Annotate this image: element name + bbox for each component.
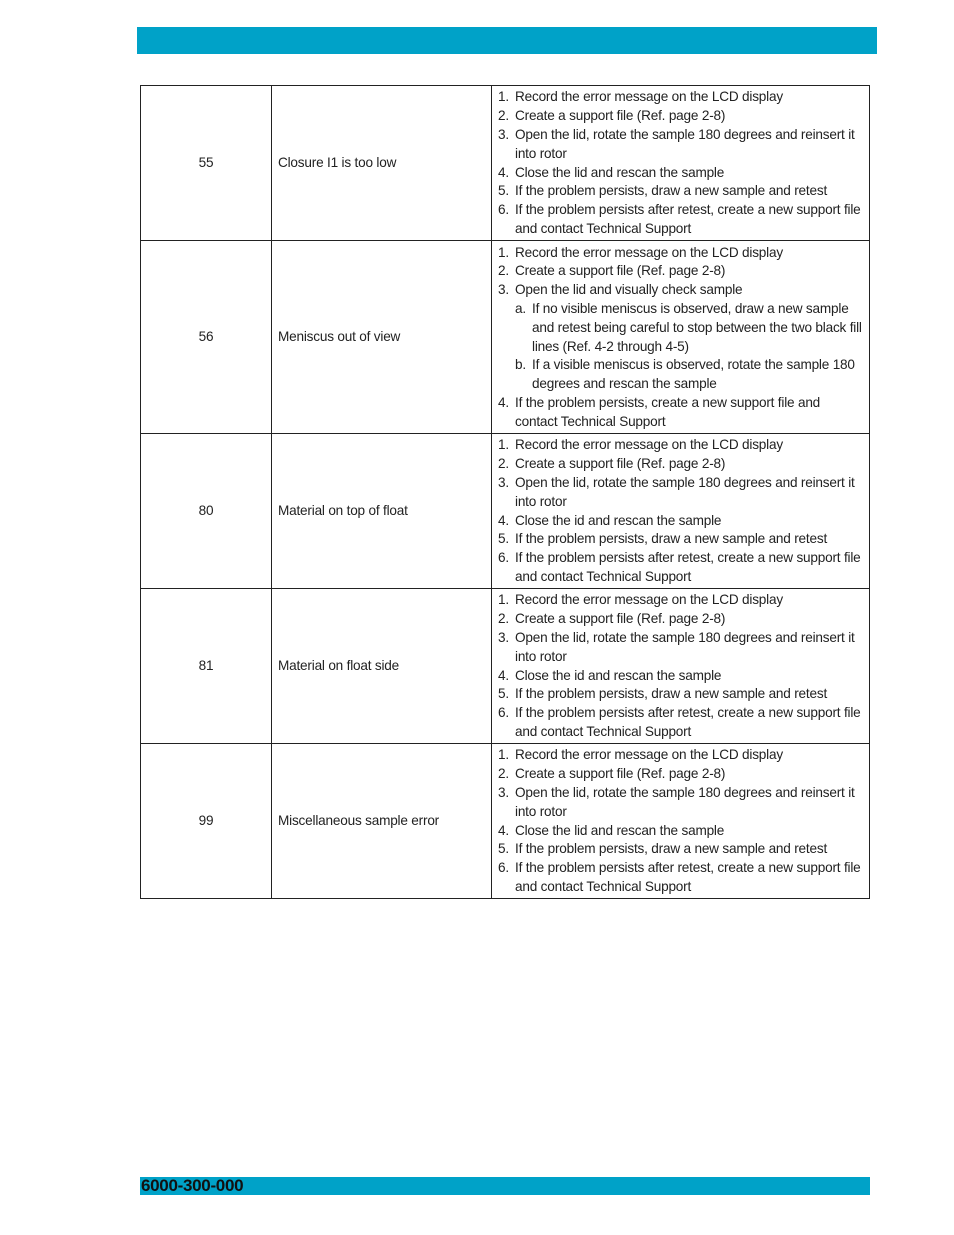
corrective-action-cell bbox=[492, 744, 870, 899]
step-number: 2. bbox=[498, 108, 509, 124]
action-step bbox=[498, 474, 863, 512]
step-text: If the problem persists after retest, create a new support file and contact Technical Support bbox=[515, 705, 861, 739]
document-number: 6000-300-000 bbox=[141, 1176, 244, 1195]
action-step bbox=[498, 667, 863, 686]
error-code-table bbox=[140, 85, 870, 899]
step-number: 1. bbox=[498, 592, 509, 608]
action-steps-list bbox=[498, 436, 863, 586]
action-step bbox=[498, 262, 863, 281]
table-row bbox=[141, 589, 870, 744]
table-row bbox=[141, 86, 870, 241]
corrective-action-cell bbox=[492, 241, 870, 434]
error-code-cell: 80 bbox=[141, 434, 272, 589]
step-number: 3. bbox=[498, 474, 509, 490]
action-step bbox=[498, 549, 863, 587]
step-number: 6. bbox=[498, 202, 509, 218]
step-text: Open the lid, rotate the sample 180 degrees and reinsert it into rotor bbox=[515, 474, 855, 509]
error-description-cell: Closure I1 is too low bbox=[272, 86, 492, 241]
step-text: If the problem persists, create a new support file and contact Technical Support bbox=[515, 394, 821, 429]
error-description-cell: Material on float side bbox=[272, 589, 492, 744]
step-number: 4. bbox=[498, 164, 509, 180]
table-row bbox=[141, 744, 870, 899]
step-number: 5. bbox=[498, 531, 509, 547]
step-text: Open the lid, rotate the sample 180 degrees and reinsert it into rotor bbox=[515, 126, 855, 161]
action-step bbox=[498, 629, 863, 667]
step-number: 1. bbox=[498, 747, 509, 763]
action-step bbox=[498, 765, 863, 784]
action-substep bbox=[515, 300, 863, 356]
error-code-cell: 55 bbox=[141, 86, 272, 241]
action-step bbox=[498, 822, 863, 841]
step-number: 1. bbox=[498, 89, 509, 105]
action-steps-list bbox=[498, 244, 863, 432]
action-step bbox=[498, 164, 863, 183]
action-step bbox=[498, 512, 863, 531]
corrective-action-cell bbox=[492, 589, 870, 744]
error-description-cell: Meniscus out of view bbox=[272, 241, 492, 434]
step-number: 2. bbox=[498, 263, 509, 279]
table-row bbox=[141, 241, 870, 434]
step-number: 2. bbox=[498, 766, 509, 782]
corrective-action-cell bbox=[492, 86, 870, 241]
error-description-cell: Material on top of float bbox=[272, 434, 492, 589]
step-number: 1. bbox=[498, 244, 509, 260]
action-step bbox=[498, 840, 863, 859]
action-step bbox=[498, 107, 863, 126]
footer-bar bbox=[140, 1177, 870, 1195]
step-text: Create a support file (Ref. page 2-8) bbox=[515, 456, 726, 472]
step-number: 1. bbox=[498, 437, 509, 453]
step-text: Open the lid and visually check sample bbox=[515, 282, 743, 298]
step-text: Close the id and rescan the sample bbox=[515, 512, 722, 528]
step-text: Open the lid, rotate the sample 180 degrees and reinsert it into rotor bbox=[515, 784, 855, 819]
step-text: If the problem persists, draw a new sample and retest bbox=[515, 183, 828, 199]
step-text: If the problem persists after retest, create a new support file and contact Technical Support bbox=[515, 202, 861, 236]
step-number: 3. bbox=[498, 784, 509, 800]
step-number: 6. bbox=[498, 860, 509, 876]
step-text: Create a support file (Ref. page 2-8) bbox=[515, 263, 726, 279]
step-number: 4. bbox=[498, 394, 509, 410]
action-step bbox=[498, 201, 863, 239]
action-step bbox=[498, 126, 863, 164]
step-text: If the problem persists, draw a new sample and retest bbox=[515, 531, 828, 547]
substep-letter: b. bbox=[515, 357, 526, 373]
step-text: If the problem persists after retest, create a new support file and contact Technical Support bbox=[515, 860, 861, 894]
step-number: 3. bbox=[498, 126, 509, 142]
action-steps-list bbox=[498, 591, 863, 741]
substep-text: If no visible meniscus is observed, draw a new sample and retest being careful to stop between the two black fill lines (Ref. 4-2 through 4-5) bbox=[532, 300, 862, 354]
action-step bbox=[498, 859, 863, 897]
error-description-cell: Miscellaneous sample error bbox=[272, 744, 492, 899]
step-number: 5. bbox=[498, 841, 509, 857]
action-step bbox=[498, 436, 863, 455]
step-text: Record the error message on the LCD display bbox=[515, 244, 783, 260]
step-number: 6. bbox=[498, 705, 509, 721]
step-text: Create a support file (Ref. page 2-8) bbox=[515, 108, 726, 124]
step-number: 6. bbox=[498, 550, 509, 566]
substep-letter: a. bbox=[515, 300, 526, 316]
step-text: Create a support file (Ref. page 2-8) bbox=[515, 611, 726, 627]
step-text: Record the error message on the LCD display bbox=[515, 747, 783, 763]
substeps-list bbox=[515, 300, 863, 394]
step-number: 4. bbox=[498, 822, 509, 838]
step-text: If the problem persists, draw a new sample and retest bbox=[515, 841, 828, 857]
step-number: 5. bbox=[498, 183, 509, 199]
action-step bbox=[498, 591, 863, 610]
step-text: Close the lid and rescan the sample bbox=[515, 164, 725, 180]
step-number: 4. bbox=[498, 512, 509, 528]
step-number: 2. bbox=[498, 456, 509, 472]
step-number: 2. bbox=[498, 611, 509, 627]
action-step bbox=[498, 244, 863, 263]
step-text: Open the lid, rotate the sample 180 degrees and reinsert it into rotor bbox=[515, 629, 855, 664]
action-step bbox=[498, 530, 863, 549]
action-step bbox=[498, 455, 863, 474]
step-text: If the problem persists after retest, create a new support file and contact Technical Support bbox=[515, 550, 861, 584]
action-step bbox=[498, 88, 863, 107]
table-row bbox=[141, 434, 870, 589]
action-step bbox=[498, 281, 863, 394]
step-text: If the problem persists, draw a new sample and retest bbox=[515, 686, 828, 702]
error-code-cell: 81 bbox=[141, 589, 272, 744]
error-table-body bbox=[141, 86, 870, 899]
action-step bbox=[498, 610, 863, 629]
step-number: 3. bbox=[498, 629, 509, 645]
action-substep bbox=[515, 356, 863, 394]
action-step bbox=[498, 704, 863, 742]
step-number: 3. bbox=[498, 282, 509, 298]
corrective-action-cell bbox=[492, 434, 870, 589]
error-code-cell: 56 bbox=[141, 241, 272, 434]
step-text: Create a support file (Ref. page 2-8) bbox=[515, 766, 726, 782]
action-steps-list bbox=[498, 746, 863, 896]
action-step bbox=[498, 746, 863, 765]
action-steps-list bbox=[498, 88, 863, 238]
action-step bbox=[498, 182, 863, 201]
step-text: Close the lid and rescan the sample bbox=[515, 822, 725, 838]
step-text: Record the error message on the LCD display bbox=[515, 592, 783, 608]
error-code-cell: 99 bbox=[141, 744, 272, 899]
step-number: 4. bbox=[498, 667, 509, 683]
header-accent-bar bbox=[137, 27, 877, 54]
action-step bbox=[498, 394, 863, 432]
action-step bbox=[498, 784, 863, 822]
step-text: Record the error message on the LCD display bbox=[515, 89, 783, 105]
step-text: Close the id and rescan the sample bbox=[515, 667, 722, 683]
action-step bbox=[498, 685, 863, 704]
step-text: Record the error message on the LCD display bbox=[515, 437, 783, 453]
substep-text: If a visible meniscus is observed, rotate the sample 180 degrees and rescan the sample bbox=[532, 357, 855, 392]
step-number: 5. bbox=[498, 686, 509, 702]
